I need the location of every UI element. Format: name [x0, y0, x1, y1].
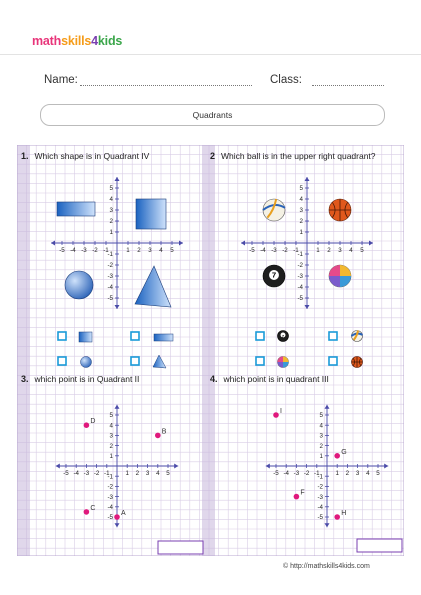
q1-y-tick-label: 5	[109, 185, 113, 193]
center-divider-band	[202, 145, 215, 556]
q1-y-tick-label: 2	[109, 218, 113, 226]
q2-option-d-basketball-icon	[352, 357, 363, 368]
q4-point-F	[294, 494, 300, 500]
q3-x-tick-label: -2	[93, 470, 100, 477]
q1-option-d-checkbox	[131, 357, 139, 365]
q1-option-c-circle	[81, 357, 92, 368]
question-1-text: Which shape is in Quadrant IV	[34, 151, 150, 161]
beach-ball-icon-segment-2	[340, 265, 351, 276]
q4-y-tick-label: -3	[317, 493, 323, 501]
q2-x-tick-label: 1	[316, 247, 320, 254]
q1-y-tick-label: -5	[107, 295, 113, 303]
q2-y-tick-label: -5	[297, 295, 303, 303]
square-shape	[136, 199, 166, 229]
eight-ball-icon-number: 7	[271, 270, 277, 280]
worksheet-svg	[17, 145, 404, 556]
q3-point-B	[155, 433, 161, 439]
q3-x-arrow-left	[56, 464, 60, 469]
q4-y-tick-label: 2	[319, 442, 323, 450]
q1-x-tick-label: 5	[170, 247, 174, 254]
q3-point-C	[84, 509, 90, 515]
q3-y-tick-label: 1	[109, 453, 113, 460]
q3-y-tick-label: 4	[109, 422, 113, 430]
q4-x-tick-label: -4	[283, 470, 289, 477]
q4-x-tick-label: -1	[314, 470, 320, 477]
q2-y-tick-label: -4	[297, 284, 303, 292]
logo-part-4: 4	[91, 34, 98, 48]
left-margin-band	[17, 145, 30, 556]
logo-part-skills: skills	[61, 34, 92, 48]
q2-option-b-volleyball-icon	[352, 331, 363, 342]
q2-x-tick-label: 4	[349, 247, 353, 254]
q1-y-arrow-up	[115, 177, 120, 181]
q3-x-arrow-right	[174, 464, 178, 469]
q4-x-tick-label: 4	[366, 470, 370, 477]
beach-ball-icon-segment-3	[340, 276, 351, 287]
q3-y-tick-label: 2	[109, 442, 113, 450]
q2-x-tick-label: 3	[338, 247, 342, 254]
name-field[interactable]	[80, 85, 252, 86]
question-2-text: Which ball is in the upper right quadrant?	[221, 151, 376, 161]
name-label: Name:	[44, 74, 78, 86]
q1-option-b-checkbox	[131, 332, 139, 340]
q2-y-tick-label: 2	[299, 218, 303, 226]
q1-x-tick-label: -5	[59, 247, 65, 254]
q3-point-label-A: A	[121, 510, 126, 517]
q4-point-label-I: I	[280, 408, 282, 415]
q1-y-tick-label: 4	[109, 196, 113, 204]
q2-x-tick-label: -3	[271, 247, 277, 254]
q4-y-tick-label: -4	[317, 504, 323, 511]
q4-y-tick-label: 1	[319, 453, 323, 460]
q2-x-tick-label: 2	[327, 247, 331, 254]
q2-x-tick-label: -1	[293, 247, 299, 254]
q2-option-c-beach-ball-icon-segment-4	[278, 362, 284, 368]
q2-option-c-beach-ball-icon	[278, 357, 289, 368]
q4-y-tick-label: -1	[317, 473, 323, 481]
q1-x-tick-label: -1	[103, 247, 109, 254]
question-4	[210, 374, 329, 384]
q2-option-a-eight-ball-icon	[278, 331, 289, 342]
q3-x-tick-label: 1	[125, 470, 129, 477]
q2-option-b-checkbox	[329, 332, 337, 340]
q4-y-tick-label: 3	[319, 432, 323, 440]
question-3-number: 3.	[21, 374, 29, 384]
q4-y-arrow-down	[325, 523, 330, 527]
q1-option-c-checkbox	[58, 357, 66, 365]
q4-y-tick-label: 4	[319, 422, 323, 430]
class-field[interactable]	[312, 85, 384, 86]
q1-x-tick-label: 1	[126, 247, 130, 254]
q2-option-a-eight-ball-icon-number: 7	[281, 334, 285, 339]
q3-x-tick-label: -3	[83, 470, 90, 477]
q1-x-tick-label: 3	[148, 247, 152, 254]
q3-x-tick-label: 2	[135, 470, 140, 477]
beach-ball-icon	[329, 265, 351, 287]
name-class-row	[44, 74, 394, 90]
q3-x-tick-label: -1	[104, 470, 110, 477]
q2-option-c-beach-ball-icon-segment-3	[283, 362, 289, 368]
q2-option-c-beach-ball-icon-segment-2	[283, 357, 289, 363]
q4-x-tick-label: -5	[273, 470, 279, 477]
q2-option-d-checkbox	[329, 357, 337, 365]
q4-x-tick-label: 5	[376, 470, 380, 477]
q2-y-tick-label: -1	[297, 251, 303, 259]
q3-x-tick-label: 5	[166, 470, 170, 477]
q1-y-tick-label: 3	[109, 207, 113, 215]
q4-y-tick-label: 5	[319, 412, 323, 420]
q1-y-tick-label: -2	[107, 262, 113, 270]
q4-point-label-F: F	[300, 489, 305, 497]
q2-y-tick-label: -3	[297, 273, 303, 281]
q3-y-tick-label: 5	[109, 412, 113, 420]
q1-x-tick-label: -3	[81, 247, 87, 254]
q4-x-tick-label: -2	[303, 470, 310, 477]
q3-x-tick-label: -5	[63, 470, 69, 477]
q4-x-tick-label: -3	[293, 470, 300, 477]
q2-x-tick-label: -2	[282, 247, 288, 254]
q1-y-tick-label: -4	[107, 284, 113, 292]
worksheet-title: Quadrants	[40, 104, 385, 126]
circle-shape	[65, 271, 93, 299]
q2-x-tick-label: -5	[249, 247, 255, 254]
basketball-icon	[329, 199, 351, 221]
q3-y-tick-label: -1	[107, 473, 113, 481]
header-divider	[0, 54, 421, 55]
footer-url: © http://mathskills4kids.com	[283, 563, 370, 570]
logo-part-kids: kids	[97, 34, 123, 48]
beach-ball-icon-segment-4	[329, 276, 340, 287]
q2-y-tick-label: 1	[299, 229, 303, 237]
q1-y-tick-label: -1	[107, 251, 113, 259]
q4-x-tick-label: 3	[355, 470, 360, 477]
volleyball-icon-body	[263, 199, 285, 221]
q3-point-label-C: C	[90, 504, 96, 512]
q3-x-tick-label: 3	[145, 470, 150, 477]
eight-ball-icon	[263, 265, 285, 287]
q1-x-tick-label: -2	[92, 247, 98, 254]
q2-option-a-checkbox	[256, 332, 264, 340]
question-4-text: which point is in quadrant III	[223, 374, 329, 384]
q4-y-arrow-up	[325, 405, 330, 409]
q3-y-tick-label: -5	[107, 514, 113, 522]
q3-y-tick-label: 3	[109, 432, 113, 440]
q1-x-tick-label: 4	[159, 247, 163, 254]
question-1	[21, 151, 149, 161]
q4-y-tick-label: -5	[317, 514, 323, 522]
q1-x-tick-label: 2	[137, 247, 141, 254]
q2-y-tick-label: 4	[299, 196, 303, 204]
q4-x-arrow-right	[384, 464, 388, 469]
q1-x-tick-label: -4	[70, 247, 76, 254]
question-2	[210, 151, 376, 161]
q2-y-tick-label: 3	[299, 207, 303, 215]
q3-answer-box[interactable]	[158, 541, 203, 554]
q4-point-G	[334, 453, 340, 459]
triangle-shape	[135, 266, 171, 307]
q2-y-tick-label: 5	[299, 185, 303, 193]
question-2-number: 2	[210, 151, 216, 161]
q4-point-label-H: H	[341, 510, 347, 517]
q1-option-a-square	[79, 332, 92, 342]
beach-ball-icon-segment-1	[329, 265, 340, 276]
q3-y-tick-label: -4	[107, 504, 113, 511]
q4-point-label-G: G	[341, 448, 347, 456]
q3-y-tick-label: -3	[107, 493, 113, 501]
rectangle-shape	[57, 202, 95, 216]
question-4-number: 4.	[210, 374, 218, 384]
q3-x-tick-label: 4	[156, 470, 160, 477]
q1-y-tick-label: -3	[107, 273, 113, 281]
q1-option-a-checkbox	[58, 332, 66, 340]
q4-y-tick-label: -2	[317, 483, 323, 491]
logo	[32, 34, 122, 48]
q2-option-c-checkbox	[256, 357, 264, 365]
q1-y-tick-label: 1	[109, 229, 113, 237]
q3-y-tick-label: -2	[107, 483, 113, 491]
q3-point-label-B: B	[161, 428, 167, 436]
question-3-text: which point is in Quadrant II	[34, 374, 140, 384]
class-label: Class:	[270, 74, 302, 86]
q3-y-arrow-down	[115, 523, 120, 527]
q3-point-label-D: D	[90, 418, 96, 426]
q2-x-tick-label: 5	[360, 247, 364, 254]
q2-y-tick-label: -2	[297, 262, 303, 270]
q3-point-A	[114, 514, 120, 520]
q3-x-tick-label: -4	[73, 470, 79, 477]
q3-point-D	[84, 422, 90, 428]
q2-x-tick-label: -4	[260, 247, 266, 254]
volleyball-icon	[263, 199, 285, 221]
q1-option-d-triangle	[153, 355, 166, 368]
q4-x-tick-label: 1	[335, 470, 339, 477]
q4-answer-box[interactable]	[357, 539, 402, 552]
q4-point-H	[334, 514, 340, 520]
q1-option-b-rectangle	[154, 334, 173, 341]
worksheet-grid-area	[17, 145, 404, 556]
q4-point-I	[273, 412, 279, 418]
question-1-number: 1.	[21, 151, 29, 161]
logo-part-math: math	[32, 34, 62, 48]
q2-option-c-beach-ball-icon-segment-1	[278, 357, 284, 363]
q3-y-arrow-up	[115, 405, 120, 409]
question-3	[21, 374, 139, 384]
q4-x-tick-label: 2	[345, 470, 350, 477]
